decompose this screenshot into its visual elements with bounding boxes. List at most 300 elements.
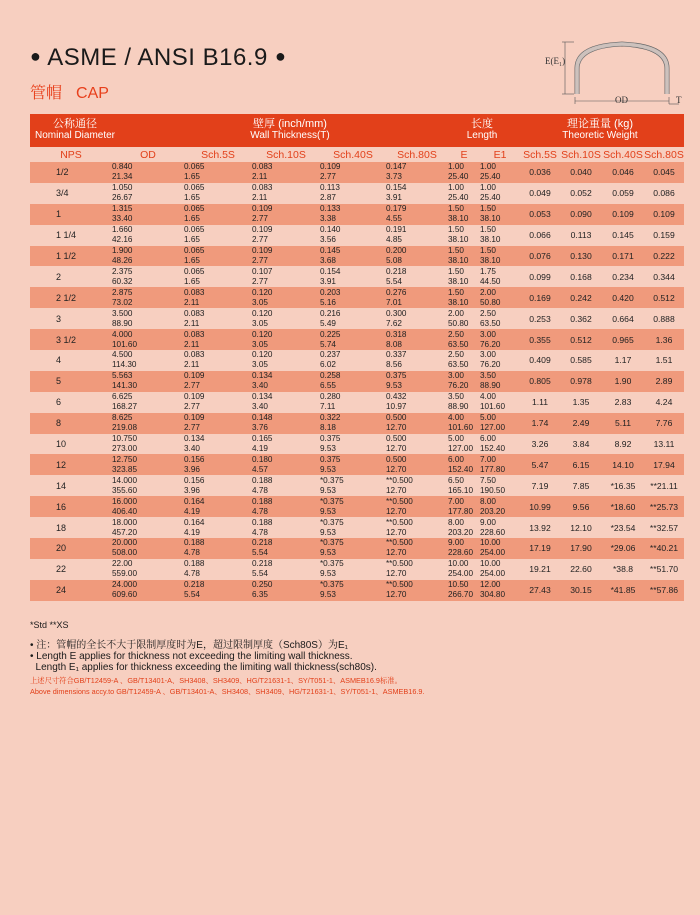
e-mm: 38.10 — [448, 276, 469, 286]
s80-cell — [386, 246, 448, 267]
s10-inch: 0.180 — [252, 454, 273, 464]
table-row — [30, 162, 684, 183]
od-cell — [112, 183, 184, 204]
s5-inch: 0.065 — [184, 225, 205, 235]
s5-cell — [184, 183, 252, 204]
e1-inch: 1.50 — [480, 225, 496, 235]
nps-cell: 2 — [56, 271, 62, 282]
e1-inch: 1.00 — [480, 183, 496, 193]
e-mm: 76.20 — [448, 381, 469, 391]
s10-cell — [252, 371, 320, 392]
note-line: • Length E applies for thickness not exceeding the limiting wall thickness. — [30, 651, 353, 662]
table-row — [30, 392, 684, 413]
s10-inch: 0.120 — [252, 329, 273, 339]
s10-cell — [252, 517, 320, 538]
weight-cell: 1.90 — [602, 371, 644, 392]
e1-inch: 10.00 — [480, 559, 501, 569]
e-inch: 2.50 — [448, 329, 464, 339]
s80-mm: 12.70 — [386, 464, 407, 474]
s10-cell — [252, 246, 320, 267]
s40-cell — [320, 475, 386, 496]
weight-cell: 30.15 — [560, 580, 602, 601]
s5-inch: 0.109 — [184, 413, 205, 423]
e-mm: 88.90 — [448, 402, 469, 412]
s80-cell — [386, 308, 448, 329]
od-inch: 10.750 — [112, 434, 138, 444]
od-inch: 3.500 — [112, 308, 133, 318]
s40-cell — [320, 413, 386, 434]
table-row — [30, 413, 684, 434]
s10-cell — [252, 580, 320, 601]
s40-mm: 2.87 — [320, 193, 336, 203]
s80-cell — [386, 183, 448, 204]
nps-cell: 20 — [30, 538, 112, 559]
s10-cell — [252, 413, 320, 434]
s40-inch: 0.258 — [320, 371, 341, 381]
e1-mm: 190.50 — [480, 485, 506, 495]
weight-cell: 0.109 — [644, 204, 684, 225]
e-mm: 25.40 — [448, 193, 469, 203]
std-ref-en: Above dimensions accy.to GB/T12459-A 、GB/T13401-A、SH3408、SH3409、HG/T21631-1、SY/T051-1、ASMEB16.9. — [30, 686, 425, 696]
e-inch: 4.00 — [448, 413, 464, 423]
page-title: ● ASME / ANSI B16.9 ● — [30, 44, 287, 71]
weight-cell: **51.70 — [649, 564, 679, 575]
e-mm: 266.70 — [448, 590, 474, 600]
s10-mm: 2.11 — [252, 172, 268, 182]
weight-cell: 0.040 — [560, 162, 602, 183]
s80-cell — [386, 162, 448, 183]
s40-cell — [320, 496, 386, 517]
note-line: Length E₁ applies for thickness exceeding the limiting wall thickness(sch80s). — [30, 662, 377, 673]
od-cell — [112, 559, 184, 580]
wall-header: 壁厚 (inch/mm) Wall Thickness(T) — [250, 118, 330, 141]
weight-cell: 0.090 — [560, 204, 602, 225]
subtitle-zh: 管帽 — [30, 85, 63, 102]
weight-cell: 19.21 — [529, 564, 551, 575]
s80-mm: 12.70 — [386, 548, 407, 558]
s80-cell — [386, 434, 448, 455]
e-mm: 254.00 — [448, 569, 474, 579]
e-cell — [448, 204, 480, 225]
e-mm: 152.40 — [448, 464, 474, 474]
s5-mm: 4.19 — [184, 527, 200, 537]
table-row — [30, 308, 684, 329]
weight-cell: **25.73 — [644, 496, 684, 517]
s40-cell — [320, 225, 386, 246]
s5-cell — [184, 225, 252, 246]
weight-cell: 0.512 — [560, 329, 602, 350]
od-inch: 8.625 — [112, 413, 133, 423]
weight-cell: 0.109 — [602, 204, 644, 225]
e-mm: 38.10 — [448, 235, 469, 245]
s5-inch: 0.083 — [184, 308, 205, 318]
s80-mm: 10.97 — [386, 402, 407, 412]
e-cell — [448, 329, 480, 350]
s80-mm: 9.53 — [386, 381, 402, 391]
weight-cell: 1.35 — [572, 397, 590, 408]
s5-mm: 1.65 — [184, 256, 200, 265]
od-inch: 4.000 — [112, 329, 133, 339]
s10-mm: 2.77 — [252, 276, 268, 286]
s5-cell — [184, 392, 252, 413]
s80-mm: 12.70 — [386, 506, 407, 516]
s40-inch: *0.375 — [320, 580, 344, 590]
e1-cell — [480, 246, 520, 267]
od-mm: 114.30 — [112, 360, 137, 370]
s5-mm: 3.96 — [184, 464, 200, 474]
nps-cell: 5 — [30, 371, 112, 392]
e-cell — [448, 225, 480, 246]
e1-mm: 25.40 — [480, 193, 501, 203]
nps-cell: 1 1/2 — [30, 246, 112, 267]
s80-inch: **0.500 — [386, 475, 413, 485]
s5-cell — [184, 475, 252, 496]
weight-cell: 0.159 — [653, 230, 675, 241]
od-cell — [112, 225, 184, 246]
weight-cell: 0.171 — [602, 246, 644, 267]
s80-inch: 0.318 — [386, 329, 407, 339]
e1-mm: 203.20 — [480, 506, 506, 516]
column-header: E — [460, 149, 468, 161]
e-mm: 63.50 — [448, 360, 469, 370]
s40-mm: 2.77 — [320, 172, 336, 182]
e-cell — [448, 183, 480, 204]
e1-cell — [480, 475, 520, 496]
e1-cell — [480, 580, 520, 601]
e-cell — [448, 454, 480, 475]
s80-mm: 12.70 — [386, 527, 407, 537]
s10-mm: 3.05 — [252, 318, 268, 328]
weight-cell: 0.234 — [612, 271, 634, 282]
e-inch: 1.50 — [448, 266, 464, 276]
e1-inch: 2.00 — [480, 287, 496, 297]
cap-dimension-table — [30, 148, 684, 601]
column-header: Sch.40S — [603, 149, 643, 161]
column-header: Sch.10S — [266, 149, 306, 161]
s10-cell — [252, 204, 320, 225]
s40-cell — [320, 204, 386, 225]
table-row — [30, 517, 684, 538]
s40-inch: 0.375 — [320, 454, 341, 464]
s80-inch: 0.432 — [386, 392, 407, 402]
s80-cell — [386, 204, 448, 225]
e1-mm: 254.00 — [480, 548, 506, 558]
weight-cell: 0.086 — [653, 188, 675, 199]
s10-inch: 0.165 — [252, 434, 273, 444]
s80-inch: **0.500 — [386, 580, 413, 590]
s80-cell — [386, 559, 448, 580]
s5-cell — [184, 371, 252, 392]
table-row — [30, 183, 684, 204]
weight-cell: 2.89 — [644, 371, 684, 392]
s40-inch: *0.375 — [320, 538, 344, 548]
nps-cell: 16 — [30, 496, 112, 517]
s10-inch: 0.148 — [252, 413, 273, 423]
nps-cell: 14 — [56, 480, 67, 491]
s5-inch: 0.065 — [184, 204, 205, 214]
od-mm: 48.26 — [112, 256, 133, 265]
s80-mm: 8.08 — [386, 339, 402, 349]
weight-cell: 0.344 — [653, 271, 675, 282]
s80-cell — [386, 329, 448, 350]
weight-cell: 6.15 — [560, 454, 602, 475]
weight-cell: 0.965 — [602, 329, 644, 350]
s10-cell — [252, 434, 320, 455]
s40-cell — [320, 246, 386, 267]
s10-mm: 3.40 — [252, 402, 268, 412]
e-inch: 6.50 — [448, 475, 464, 485]
e-cell — [448, 266, 480, 287]
e-inch: 3.00 — [448, 371, 464, 381]
s80-cell — [386, 413, 448, 434]
e1-mm: 254.00 — [480, 569, 506, 579]
e1-cell — [480, 183, 520, 204]
od-cell — [112, 434, 184, 455]
column-header: Sch.40S — [333, 149, 373, 161]
s40-mm: 5.16 — [320, 297, 336, 307]
s5-cell — [184, 350, 252, 371]
weight-cell: 1.74 — [520, 413, 560, 434]
od-inch: 20.000 — [112, 538, 138, 548]
nps-cell: 1/2 — [30, 162, 112, 183]
s80-cell — [386, 475, 448, 496]
od-mm: 101.60 — [112, 339, 138, 349]
e-cell — [448, 538, 480, 559]
weight-cell: 0.113 — [570, 230, 592, 241]
od-inch: 1.900 — [112, 246, 133, 255]
s80-cell — [386, 454, 448, 475]
s40-mm: 3.56 — [320, 235, 336, 245]
e1-cell — [480, 308, 520, 329]
column-header: OD — [140, 149, 156, 161]
nps-cell: 22 — [56, 564, 67, 575]
s80-cell — [386, 266, 448, 287]
e-cell — [448, 371, 480, 392]
s80-mm: 12.70 — [386, 485, 407, 495]
note-line: • 注：管帽的全长不大于限制厚度时为E，超过限制厚度（Sch80S）为E₁ — [30, 640, 349, 651]
s5-mm: 2.77 — [184, 402, 200, 412]
s80-mm: 5.08 — [386, 256, 402, 265]
header-band — [30, 114, 684, 147]
s80-inch: **0.500 — [386, 538, 413, 548]
e1-inch: 7.00 — [480, 454, 496, 464]
s10-cell — [252, 475, 320, 496]
e1-cell — [480, 162, 520, 183]
s10-cell — [252, 329, 320, 350]
table-row — [30, 454, 684, 475]
od-mm: 219.08 — [112, 423, 138, 433]
s10-mm: 3.05 — [252, 360, 268, 370]
s40-mm: 9.53 — [320, 527, 336, 537]
weight-cell: 1.17 — [614, 355, 632, 366]
s80-inch: 0.375 — [386, 371, 407, 381]
od-inch: 22.00 — [112, 559, 133, 569]
std-ref-zh: 上述尺寸符合GB/T12459-A 、GB/T13401-A、SH3408、SH3409、HG/T21631-1、SY/T051-1、ASMEB16.9标准。 — [30, 676, 402, 685]
od-mm: 73.02 — [112, 297, 133, 307]
weight-cell: 0.664 — [612, 313, 634, 324]
e1-cell — [480, 266, 520, 287]
s5-inch: 0.065 — [184, 162, 205, 172]
s10-inch: 0.109 — [252, 204, 273, 214]
s40-mm: 5.74 — [320, 339, 336, 349]
s40-mm: 9.53 — [320, 464, 336, 474]
weight-cell: 0.253 — [529, 313, 551, 324]
table-row — [30, 350, 684, 371]
diagram-label-t: T — [676, 95, 682, 105]
e1-cell — [480, 413, 520, 434]
weight-cell: 12.10 — [570, 522, 592, 533]
od-inch: 1.660 — [112, 225, 133, 235]
e-inch: 1.50 — [448, 225, 464, 235]
e1-cell — [480, 434, 520, 455]
nps-cell: 3 — [56, 313, 62, 324]
weight-cell: 1.11 — [531, 397, 549, 408]
column-header: Sch.80S — [644, 149, 684, 161]
nps-cell: 24 — [30, 580, 112, 601]
nps-cell: 2 1/2 — [30, 287, 112, 308]
s40-cell — [320, 434, 386, 455]
od-mm: 26.67 — [112, 193, 133, 203]
s5-cell — [184, 538, 252, 559]
e1-inch: 6.00 — [480, 434, 496, 444]
weight-cell: 17.94 — [644, 454, 684, 475]
weight-cell: 0.168 — [570, 271, 592, 282]
e1-mm: 127.00 — [480, 423, 506, 433]
s5-mm: 2.11 — [184, 297, 200, 307]
weight-cell: 2.83 — [614, 397, 632, 408]
table-row — [30, 559, 684, 580]
weight-cell: 3.84 — [572, 439, 590, 450]
s40-inch: 0.113 — [320, 183, 340, 193]
weight-cell: 0.130 — [560, 246, 602, 267]
s5-cell — [184, 329, 252, 350]
table-row — [30, 204, 684, 225]
s5-mm: 1.65 — [184, 276, 200, 286]
e1-inch: 10.00 — [480, 538, 501, 548]
s10-mm: 4.78 — [252, 485, 268, 495]
s10-cell — [252, 538, 320, 559]
e1-cell — [480, 538, 520, 559]
weight-cell: 13.92 — [529, 522, 551, 533]
od-cell — [112, 246, 184, 267]
od-cell — [112, 204, 184, 225]
od-inch: 12.750 — [112, 454, 138, 464]
s10-inch: 0.083 — [252, 162, 273, 172]
od-cell — [112, 413, 184, 434]
s10-mm: 4.78 — [252, 527, 268, 537]
s5-mm: 4.78 — [184, 569, 200, 579]
s80-inch: **0.500 — [386, 496, 413, 506]
table-row — [30, 496, 684, 517]
s80-mm: 4.55 — [386, 214, 402, 224]
s10-mm: 2.77 — [252, 235, 268, 245]
s40-mm: 7.11 — [320, 402, 336, 412]
s40-inch: 0.225 — [320, 329, 341, 339]
s40-mm: 3.38 — [320, 214, 336, 224]
e1-cell — [480, 517, 520, 538]
weight-cell: 0.512 — [644, 287, 684, 308]
s40-cell — [320, 580, 386, 601]
nps-cell: 3/4 — [56, 188, 69, 199]
s40-mm: 9.53 — [320, 590, 336, 600]
e-inch: 7.00 — [448, 496, 464, 506]
table-row — [30, 329, 684, 350]
e1-inch: 12.00 — [480, 580, 501, 590]
od-cell — [112, 266, 184, 287]
weight-cell: 4.24 — [655, 397, 673, 408]
od-cell — [112, 580, 184, 601]
e-mm: 203.20 — [448, 527, 474, 537]
weight-cell: *41.85 — [602, 580, 644, 601]
s80-mm: 8.56 — [386, 360, 402, 370]
s10-mm: 5.54 — [252, 569, 268, 579]
e1-inch: 8.00 — [480, 496, 496, 506]
e1-cell — [480, 287, 520, 308]
s5-mm: 2.77 — [184, 381, 200, 391]
od-mm: 42.16 — [112, 235, 133, 245]
weight-cell: 2.49 — [560, 413, 602, 434]
std-footnote: *Std **XS — [30, 620, 69, 630]
s5-cell — [184, 434, 252, 455]
e1-inch: 1.50 — [480, 204, 496, 214]
s40-inch: 0.133 — [320, 204, 341, 214]
e1-mm: 76.20 — [480, 339, 501, 349]
s10-cell — [252, 454, 320, 475]
e1-inch: 1.50 — [480, 246, 496, 255]
e-cell — [448, 580, 480, 601]
od-mm: 141.30 — [112, 381, 138, 391]
weight-cell: 0.045 — [644, 162, 684, 183]
s80-mm: 12.70 — [386, 423, 407, 433]
s40-inch: *0.375 — [320, 517, 344, 527]
weight-cell: **40.21 — [644, 538, 684, 559]
s40-cell — [320, 266, 386, 287]
s5-inch: 0.164 — [184, 496, 205, 506]
s10-inch: 0.188 — [252, 496, 273, 506]
s80-mm: 12.70 — [386, 569, 407, 579]
s5-cell — [184, 204, 252, 225]
e1-cell — [480, 496, 520, 517]
s80-mm: 7.62 — [386, 318, 402, 328]
s80-inch: 0.191 — [386, 225, 407, 235]
weight-cell: 0.355 — [520, 329, 560, 350]
e1-inch: 7.50 — [480, 475, 496, 485]
od-inch: 2.875 — [112, 287, 133, 297]
s40-cell — [320, 162, 386, 183]
s5-cell — [184, 580, 252, 601]
s40-cell — [320, 538, 386, 559]
e1-inch: 3.00 — [480, 329, 496, 339]
e-cell — [448, 308, 480, 329]
e-mm: 101.60 — [448, 423, 474, 433]
s10-mm: 3.05 — [252, 297, 268, 307]
weight-cell: 0.145 — [612, 230, 634, 241]
weight-cell: 5.47 — [520, 454, 560, 475]
od-cell — [112, 162, 184, 183]
weight-cell: *23.54 — [610, 522, 636, 533]
s40-cell — [320, 287, 386, 308]
weight-cell: 7.76 — [644, 413, 684, 434]
e1-inch: 1.00 — [480, 162, 496, 172]
weight-cell: 0.066 — [529, 230, 551, 241]
od-mm: 457.20 — [112, 527, 138, 537]
od-inch: 24.000 — [112, 580, 138, 590]
weight-cell: 0.099 — [529, 271, 551, 282]
e-cell — [448, 287, 480, 308]
s10-mm: 3.40 — [252, 381, 268, 391]
e-inch: 1.00 — [448, 183, 464, 193]
s5-inch: 0.134 — [184, 434, 205, 444]
